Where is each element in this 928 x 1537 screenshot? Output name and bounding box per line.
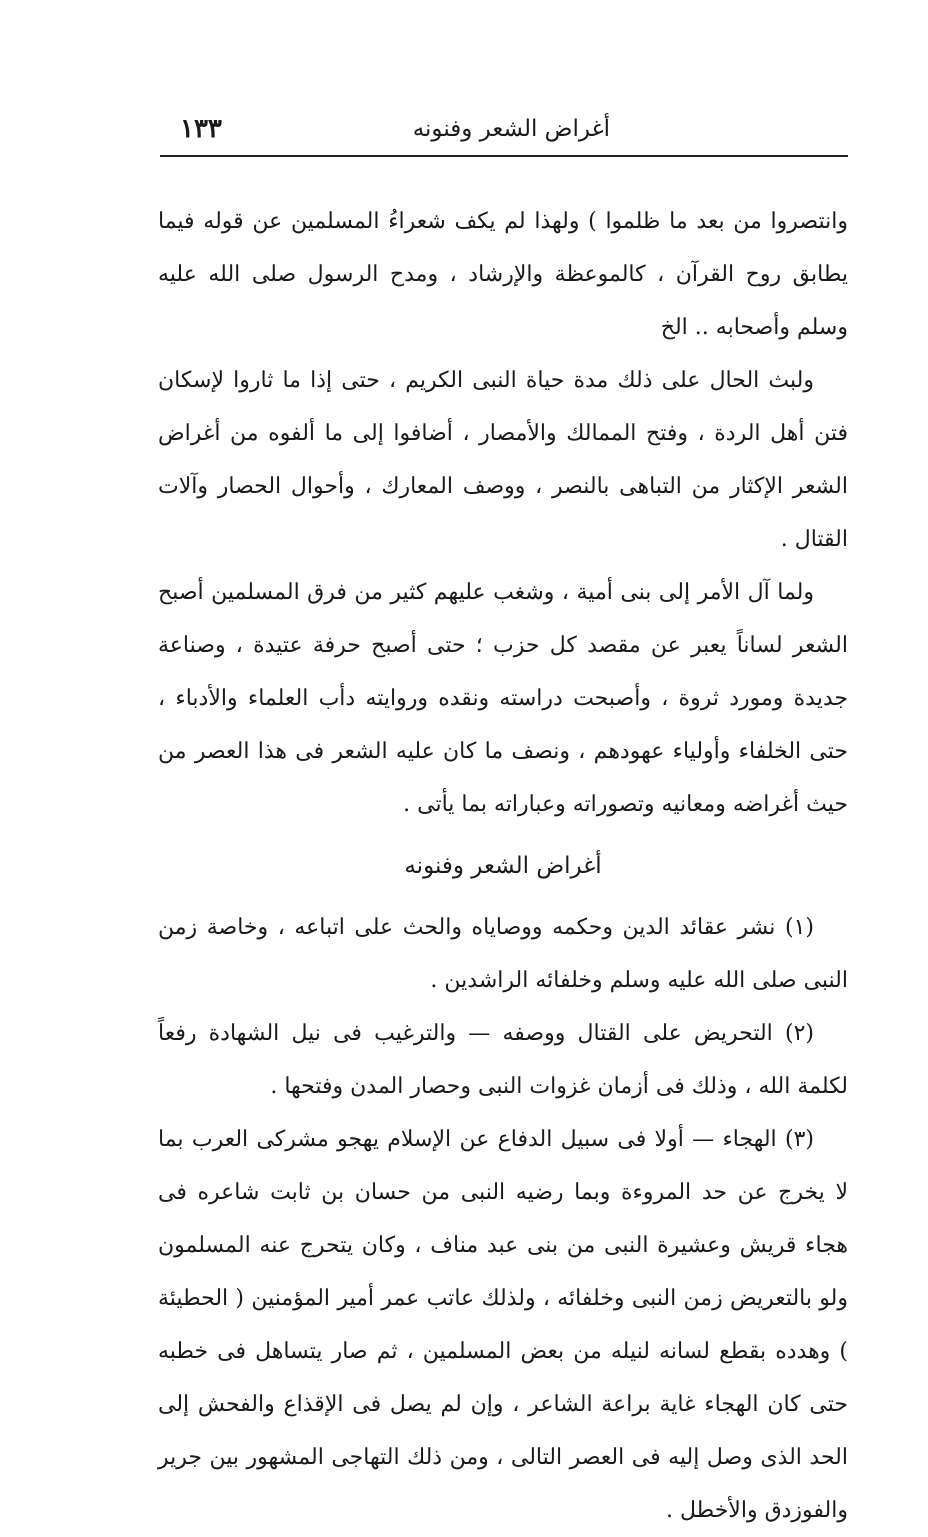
paragraph: ولبث الحال على ذلك مدة حياة النبى الكريم ، حتى إذا ما ثاروا لإسكان فتن أهل الردة ، وفتح الممالك والأمصار ، أضافوا إلى ما ألفوه من أغراض الشعر الإكثار من التباهى بالنصر ، ووصف المعارك ، وأحوال الحصار وآلات القتال .	[158, 368, 848, 552]
running-title: أغراض الشعر وفنونه	[412, 116, 610, 142]
header-rule	[160, 155, 848, 157]
page-number: ١٣٣	[180, 114, 222, 144]
paragraph-continuation: وانتصروا من بعد ما ظلموا ) ولهذا لم يكف شعراءُ المسلمين عن قوله فيما يطابق روح القرآن ، كالموعظة والإرشاد ، ومدح الرسول صلى الله عليه وسلم وأصحابه .. الخ	[158, 209, 848, 340]
page-header	[160, 108, 850, 156]
section-heading: أغراض الشعر وفنونه	[404, 853, 602, 879]
page-body	[158, 195, 848, 1537]
list-item: (٢) التحريض على القتال ووصفه — والترغيب فى نيل الشهادة رفعاً لكلمة الله ، وذلك فى أزمان غزوات النبى وحصار المدن وفتحها .	[158, 1021, 848, 1099]
list-item: (١) نشر عقائد الدين وحكمه ووصاياه والحث على اتباعه ، وخاصة زمن النبى صلى الله عليه وسلم وخلفائه الراشدين .	[158, 915, 848, 993]
list-item: (٣) الهجاء — أولا فى سبيل الدفاع عن الإسلام يهجو مشركى العرب بما لا يخرج عن حد المروءة وبما رضيه النبى من حسان بن ثابت شاعره فى هجاء قريش وعشيرة النبى من بنى عبد مناف ، وكان يتحرج عنه المسلمون ولو بالتعريض زمن النبى وخلفائه ، ولذلك عاتب عمر أمير المؤمنين ( الحطيئة ) وهدده بقطع لسانه لنيله من بعض المسلمين ، ثم صار يتساهل فى خطبه حتى كان الهجاء غاية براعة الشاعر ، وإن لم يصل فى الإقذاع والفحش إلى الحد الذى وصل إليه فى العصر التالى ، ومن ذلك التهاجى المشهور بين جرير والفوزدق والأخطل .	[158, 1127, 848, 1523]
paragraph: ولما آل الأمر إلى بنى أمية ، وشغب عليهم كثير من فرق المسلمين أصبح الشعر لساناً يعبر عن مقصد كل حزب ؛ حتى أصبح حرفة عتيدة ، وصناعة جديدة ومورد ثروة ، وأصبحت دراسته ونقده وروايته دأب العلماء والأدباء ، حتى الخلفاء وأولياء عهودهم ، ونصف ما كان عليه الشعر فى هذا العصر من حيث أغراضه ومعانيه وتصوراته وعباراته بما يأتى .	[158, 580, 849, 817]
